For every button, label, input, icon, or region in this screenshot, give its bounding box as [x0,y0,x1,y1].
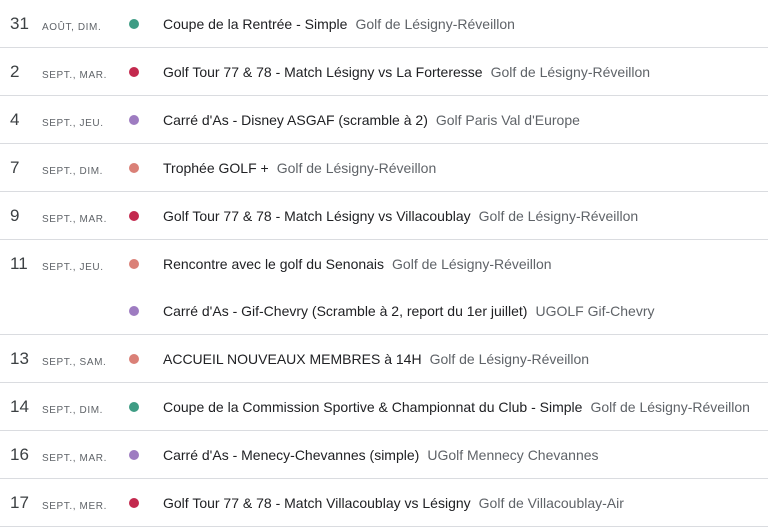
day-events [148,0,768,47]
event-location: Golf de Villacoublay-Air [478,494,624,511]
event-item[interactable] [148,335,768,382]
event-location: UGolf Mennecy Chevannes [427,446,599,463]
day-month-weekday: SEPT., MER. [42,501,107,512]
calendar-color-dot-icon [129,115,139,125]
calendar-color-dot-icon [129,67,139,77]
event-title: Golf Tour 77 & 78 - Match Villacoublay vs Lésigny [163,494,471,511]
agenda-day-row [0,144,768,192]
day-number: 11 [10,254,28,273]
event-title: Carré d'As - Menecy-Chevannes (simple) [163,446,420,463]
day-date[interactable] [0,479,148,526]
day-number: 7 [10,158,20,177]
day-month-weekday: AOÛT, DIM. [42,22,102,33]
event-title: Golf Tour 77 & 78 - Match Lésigny vs La Forteresse [163,63,483,80]
agenda-day-row [0,383,768,431]
day-number: 9 [10,206,20,225]
day-number: 14 [10,397,29,416]
day-date[interactable] [0,240,148,287]
event-location: Golf de Lésigny-Réveillon [392,255,552,272]
day-month-weekday: SEPT., MAR. [42,70,107,81]
event-location: Golf de Lésigny-Réveillon [478,207,639,224]
event-location: Golf de Lésigny-Réveillon [355,15,515,32]
day-events [148,144,768,191]
day-events [148,383,768,430]
event-item[interactable] [148,144,768,191]
day-number: 2 [10,62,20,81]
calendar-color-dot-icon [129,19,139,29]
event-title: Trophée GOLF + [163,159,269,176]
day-events [148,335,768,382]
day-month-weekday: SEPT., MAR. [42,214,107,225]
day-month-weekday: SEPT., JEU. [42,262,104,273]
event-location: Golf de Lésigny-Réveillon [490,63,651,80]
day-events [148,240,768,334]
agenda-day-row [0,96,768,144]
event-item[interactable] [148,431,768,478]
event-location: UGOLF Gif-Chevry [535,302,655,319]
event-item[interactable] [148,192,768,239]
event-location: Golf de Lésigny-Réveillon [429,350,590,367]
agenda-day-row [0,48,768,96]
calendar-color-dot-icon [129,163,139,173]
day-month-weekday: SEPT., MAR. [42,453,107,464]
calendar-color-dot-icon [129,259,139,269]
calendar-color-dot-icon [129,450,139,460]
calendar-color-dot-icon [129,306,139,316]
event-title: Coupe de la Commission Sportive & Championnat du Club - Simple [163,398,583,415]
event-item[interactable] [148,48,768,95]
event-title: Golf Tour 77 & 78 - Match Lésigny vs Villacoublay [163,207,471,224]
day-number: 4 [10,110,20,129]
event-title: Carré d'As - Gif-Chevry (Scramble à 2, report du 1er juillet) [163,302,528,319]
day-number: 16 [10,445,29,464]
calendar-color-dot-icon [129,498,139,508]
day-month-weekday: SEPT., DIM. [42,166,104,177]
day-date[interactable] [0,192,148,239]
agenda-day-row [0,479,768,527]
day-events [148,48,768,95]
day-events [148,431,768,478]
event-location: Golf de Lésigny-Réveillon [276,159,437,176]
day-number: 17 [10,493,29,512]
day-date[interactable] [0,144,148,191]
day-events [148,96,768,143]
calendar-color-dot-icon [129,211,139,221]
agenda-day-row [0,192,768,240]
event-item[interactable] [148,96,768,143]
event-title: ACCUEIL NOUVEAUX MEMBRES à 14H [163,350,422,367]
event-title: Rencontre avec le golf du Senonais [163,255,385,272]
day-number: 13 [10,349,29,368]
day-date[interactable] [0,335,148,382]
event-item[interactable] [148,240,768,287]
day-date[interactable] [0,48,148,95]
agenda-day-row [0,431,768,479]
event-title: Carré d'As - Disney ASGAF (scramble à 2) [163,111,428,128]
event-item[interactable] [148,383,768,430]
day-events [148,192,768,239]
event-item[interactable] [148,287,768,334]
day-month-weekday: SEPT., JEU. [42,118,104,129]
day-date[interactable] [0,431,148,478]
day-date[interactable] [0,96,148,143]
agenda-day-row [0,240,768,335]
day-month-weekday: SEPT., DIM. [42,405,104,416]
calendar-color-dot-icon [129,402,139,412]
day-number: 31 [10,14,29,33]
event-location: Golf Paris Val d'Europe [435,111,580,128]
event-location: Golf de Lésigny-Réveillon [590,398,750,415]
event-item[interactable] [148,0,768,47]
day-date[interactable] [0,0,148,47]
agenda-day-row [0,0,768,48]
agenda-day-row [0,335,768,383]
day-events [148,479,768,526]
calendar-color-dot-icon [129,354,139,364]
event-title: Coupe de la Rentrée - Simple [163,15,348,32]
day-month-weekday: SEPT., SAM. [42,357,107,368]
day-date[interactable] [0,383,148,430]
event-item[interactable] [148,479,768,526]
